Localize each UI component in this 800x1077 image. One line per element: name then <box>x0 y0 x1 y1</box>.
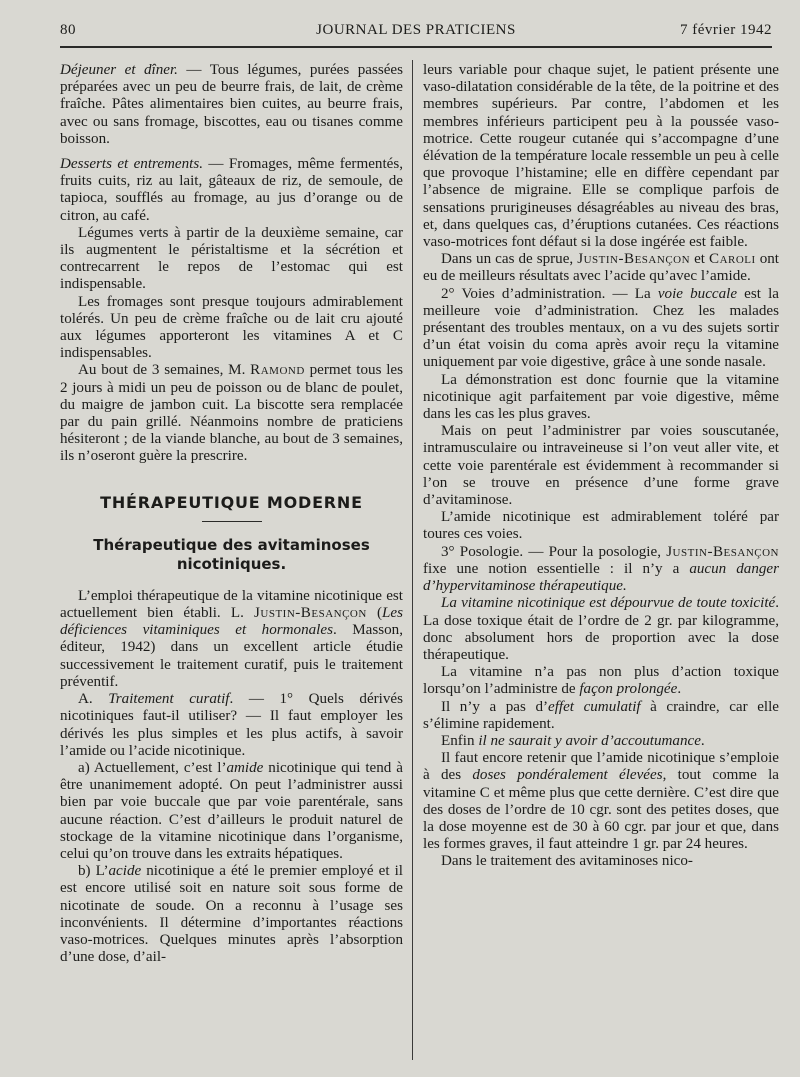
paragraph: Mais on peut l’administrer par voies souscutanée, intramusculaire ou intraveineuse si l’on veut aller vite, et cette voie parentérale est évidemment à recommander si l’on se trouve en présence d’une forme grave d’avitaminose. <box>423 423 779 509</box>
paragraph: L’amide nicotinique est admirablement toléré par toures ces voies. <box>423 509 779 543</box>
paragraph: L’emploi thérapeutique de la vitamine nicotinique est actuellement bien établi. L. Justin-Besançon (Les déficiences vitaminiques et hormonales. Masson, éditeur, 1942) dans un excellent article étudie successivement le traitement curatif, puis le traitement préventif. <box>60 587 403 690</box>
left-column <box>60 62 403 966</box>
paragraph: 3° Posologie. — Pour la posologie, Justin-Besançon fixe une notion essentielle : il n’y a aucun danger d’hypervitaminose thérapeutique. <box>423 543 780 595</box>
journal-title: JOURNAL DES PRATICIENS <box>316 22 516 38</box>
paragraph: Il n’y a pas d’effet cumulatif à craindre, car elle s’élimine rapidement. <box>423 698 779 732</box>
page-number: 80 <box>60 22 76 38</box>
paragraph: La vitamine nicotinique est dépourvue de toute toxicité. La dose toxique était de l’ordre de 2 gr. par kilogramme, donc absolument hors de proportion avec la dose thérapeutique. <box>423 595 779 663</box>
right-column <box>423 62 779 871</box>
book-title: Les déficiences vitaminiques et hormonales <box>60 605 403 639</box>
paragraph: La vitamine n’a pas non plus d’action toxique lorsqu’on l’administre de façon prolongée. <box>423 664 779 698</box>
paragraph: Les fromages sont presque toujours admirablement tolérés. Un peu de crème fraîche ou de lait cru ajouté aux légumes apporteront les vitamines A et C indispensables. <box>60 293 403 362</box>
article-title: Thérapeutique des avitaminoses nicotiniques. <box>93 535 370 573</box>
section-title: THÉRAPEUTIQUE MODERNE <box>100 492 363 512</box>
section-rule <box>202 521 262 522</box>
paragraph: Au bout de 3 semaines, M. Ramond permet tous les 2 jours à midi un peu de poisson ou de blanc de poulet, du maigre de jambon cuit. La biscotte sera remplacée par du pain grillé. Néanmoins nombre de praticiens hésiteront ; de la viande blanche, au bout de 3 semaines, ils n’oseront guère la prescrire. <box>60 362 404 465</box>
paragraph: Dans le traitement des avitaminoses nico- <box>441 853 693 870</box>
author-name: Justin-Besançon <box>254 605 367 622</box>
paragraph: La démonstration est donc fournie que la vitamine nicotinique agit parfaitement par voie digestive, même dans les cas les plus graves. <box>423 371 779 423</box>
author-name: Caroli <box>709 251 756 268</box>
paragraph: a) Actuellement, c’est l’amide nicotinique qui tend à être unanimement adopté. On peut l’administrer aussi bien par voie buccale que par voie parentérale, sans aucune réaction. C’est d’ailleurs le produit naturel de stockage de la vitamine nicotinique dans l’organisme, celui qu’on trouve dans les extraits hépatiques. <box>60 759 403 862</box>
author-name: Justin-Besançon <box>577 251 691 268</box>
paragraph: Enfin il ne saurait y avoir d’accoutumance. <box>441 732 705 749</box>
paragraph: b) L’acide nicotinique a été le premier employé et il est encore utilisé soit en nature soit sous forme de nicotinate de soude. On a reconnu à l’usage ses inconvénients. Il détermine d’importantes réactions vaso-motrices. Quelques minutes après l’absorption d’une dose, d’ail- <box>60 863 403 966</box>
issue-date: 7 février 1942 <box>680 22 772 38</box>
paragraph: A. Traitement curatif. — 1° Quels dérivés nicotiniques faut-il utiliser? — Il faut employer les dérivés les plus simples et les plus actifs, à savoir l’amide ou l’acide nicotinique. <box>60 691 403 759</box>
paragraph-label: Desserts et entrements. <box>60 156 204 173</box>
column-divider <box>412 60 413 1060</box>
paragraph-label: Traitement curatif <box>108 691 230 708</box>
author-name: Ramond <box>250 362 305 379</box>
paragraph: leurs variable pour chaque sujet, le patient présente une vaso-dilatation considérable de la tête, de la poitrine et des membres supérieurs. Par contre, l’abdomen et les membres inférieurs participent peu à la poussée vaso-motrice. Cette rougeur cutanée qui s’accompagne d’une élévation de la température locale ressemble un peu à celle que provoque l’histamine; elle en diffère cependant par l’absence de migraine. Elle se complique parfois de sensations prurigineuses désagréables au niveau des bras, et, dans quelques cas, d’éruptions cutanées. Ces réactions vaso-motrices font défaut si la dose ingérée est faible. <box>423 62 779 251</box>
paragraph: 2° Voies d’administration. — La voie buccale est la meilleure voie d’administration. Chez les malades présentant des troubles mentaux, on a vu des sujets sortir d’un état voisin du coma après avoir reçu la vitamine uniquement par voie digestive, grâce à une sonde nasale. <box>423 285 779 371</box>
page-header <box>60 18 772 48</box>
paragraph-label: Déjeuner et dîner. <box>60 62 178 78</box>
author-name: Justin-Besançon <box>666 543 779 560</box>
paragraph: Déjeuner et dîner. — Tous légumes, purées passées préparées avec un peu de beurre frais, de lait, de crème fraîche. Pâtes alimentaires bien cuites, au beurre frais, avec ou sans fromage, biscottes, eau ou tisanes comme boisson. <box>60 62 403 147</box>
paragraph: Il faut encore retenir que l’amide nicotinique s’emploie à des doses pondéralement élevées, tout comme la vitamine C et même plus que cette dernière. C’est dire que des doses de l’ordre de 10 cgr. sont des petites doses, que la dose moyenne est de 30 à 60 cgr. par jour et que, dans les formes graves, il faut atteindre 1 gr. par 24 heures. <box>423 750 779 853</box>
paragraph: Dans un cas de sprue, Justin-Besançon et Caroli ont eu de meilleurs résultats avec l’acide qu’avec l’amide. <box>423 251 780 285</box>
paragraph: Légumes verts à partir de la deuxième semaine, car ils augmentent le péristaltisme et la sécrétion et contrecarrent le repos de l’estomac qui est indispensable. <box>60 224 403 293</box>
paragraph: Desserts et entrements. — Fromages, même fermentés, fruits cuits, riz au lait, gâteaux de riz, de semoule, de tapioca, soufflés au fromage, au jus d’orange ou de citron, au café. <box>60 156 403 224</box>
